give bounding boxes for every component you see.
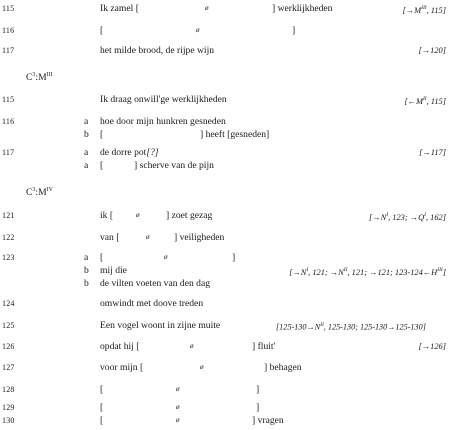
apparatus-line-128	[0, 383, 450, 396]
apparatus-line-122	[0, 231, 450, 244]
apparatus-line-116	[0, 24, 450, 37]
zero-variant: ø	[136, 211, 140, 219]
zero-variant: ø	[176, 403, 180, 411]
zero-variant: ø	[164, 253, 168, 261]
line-text: Ik draag onwill'ge werklijkheden	[100, 94, 227, 105]
line-number: 126	[2, 342, 15, 351]
subline-letter: b	[84, 278, 89, 289]
cross-reference: [$\to N^I$, 123; $\to Q^I$, 162]	[369, 212, 446, 222]
apparatus-line-123b	[0, 264, 450, 277]
subline-letter: a	[84, 252, 89, 263]
line-number: 123	[2, 253, 15, 262]
line-text-after: ] fluit'	[252, 341, 276, 352]
subline-letter: b	[84, 129, 89, 140]
bracket-close: ]	[232, 252, 236, 263]
line-text-after: ] scherve van de pijn	[134, 160, 214, 171]
section-heading	[0, 184, 450, 197]
bracket-open: [	[100, 415, 104, 426]
bracket-close: ]	[256, 384, 260, 395]
zero-variant: ø	[146, 233, 150, 241]
subline-letter: a	[84, 116, 89, 127]
cross-reference: [→120]	[418, 46, 446, 55]
cross-reference: [$\leftarrow M^{II}$, 115]	[404, 96, 446, 106]
bracket-open: [	[100, 25, 104, 36]
line-text-after: ] heeft [gesneden]	[200, 129, 270, 140]
line-number: 115	[2, 95, 15, 104]
apparatus-line-116a	[0, 115, 450, 128]
line-number: 128	[2, 385, 15, 394]
bracket-open: [	[100, 252, 104, 263]
cross-reference: [→126]	[418, 342, 446, 351]
apparatus-line-123b-cont	[0, 277, 450, 290]
line-text: voor mijn [	[100, 362, 144, 373]
apparatus-line-125	[0, 319, 450, 332]
witness-siglum: $C^3:M^{IV}$	[26, 187, 53, 199]
line-text: opdat hij [	[100, 341, 140, 352]
zero-variant: ø	[190, 342, 194, 350]
apparatus-line-116b	[0, 128, 450, 141]
line-number: 124	[2, 299, 15, 308]
apparatus-line-121	[0, 209, 450, 222]
bracket-open: [	[100, 129, 104, 140]
line-number: 121	[2, 211, 15, 220]
apparatus-line-123a	[0, 251, 450, 264]
line-number: 115	[2, 4, 15, 13]
subline-letter: b	[84, 265, 89, 276]
cross-reference: [$\to M^{III}$, 115]	[402, 5, 446, 15]
line-text: Een vogel woont in zijne muite	[100, 320, 221, 331]
apparatus-line-127	[0, 361, 450, 374]
line-text-after: ] veiligheden	[174, 232, 225, 243]
zero-variant: ø	[196, 26, 200, 34]
line-text: hoe door mijn hunkren gesneden	[100, 116, 226, 127]
bracket-open: [	[100, 402, 104, 413]
apparatus-line-117a-variant	[0, 159, 450, 172]
cross-reference: [→117]	[419, 148, 446, 157]
apparatus-line-129	[0, 401, 450, 414]
line-text-after: ] zoet gezag	[166, 210, 213, 221]
query-mark: [?]	[146, 147, 159, 158]
bracket-close: ]	[256, 402, 260, 413]
line-text: van [	[100, 232, 120, 243]
section-heading	[0, 69, 450, 82]
line-text-after: ] behagen	[264, 362, 302, 373]
line-number: 117	[2, 46, 15, 55]
cross-reference: [$\to N^I$, 121; $\to N^{II}$, 121; →121; $123-124\leftarrow H^{III}$]	[289, 267, 446, 277]
apparatus-line-115	[0, 2, 450, 15]
zero-variant: ø	[176, 416, 180, 424]
bracket-open: [	[100, 160, 104, 171]
line-number: 122	[2, 233, 15, 242]
line-text: omwindt met doove treden	[100, 298, 204, 309]
apparatus-line-126	[0, 340, 450, 353]
zero-variant: ø	[176, 385, 180, 393]
zero-variant: ø	[200, 363, 204, 371]
line-number: 125	[2, 321, 15, 330]
bracket-close: ]	[292, 25, 296, 36]
apparatus-line-130	[0, 414, 450, 427]
line-text: Ik zamel [	[100, 3, 139, 14]
cross-reference: [$125-130\to N^{II}$, 125-130; 125-130→125-130]	[276, 322, 426, 332]
line-number: 130	[2, 416, 15, 425]
apparatus-line-117a	[0, 146, 450, 159]
line-number: 129	[2, 403, 15, 412]
line-text: mij die	[100, 265, 127, 276]
apparatus-line-124	[0, 297, 450, 310]
line-number: 116	[2, 117, 15, 126]
line-text: ik [	[100, 210, 114, 221]
bracket-open: [	[100, 384, 104, 395]
line-number: 117	[2, 148, 15, 157]
witness-siglum: $C^3:M^{III}$	[26, 72, 53, 84]
apparatus-line-117	[0, 44, 450, 57]
line-text: de vilten voeten van den dag	[100, 278, 211, 289]
line-text: de dorre pot[?]	[100, 147, 159, 158]
line-text-after: ] werklijkheden	[272, 3, 333, 14]
apparatus-line-115	[0, 93, 450, 106]
line-text: het milde brood, de rijpe wijn	[100, 45, 215, 56]
line-number: 127	[2, 363, 15, 372]
subline-letter: a	[84, 147, 89, 158]
subline-letter: a	[84, 160, 89, 171]
zero-variant: ø	[205, 4, 209, 12]
line-number: 116	[2, 26, 15, 35]
line-text-after: ] vragen	[252, 415, 284, 426]
